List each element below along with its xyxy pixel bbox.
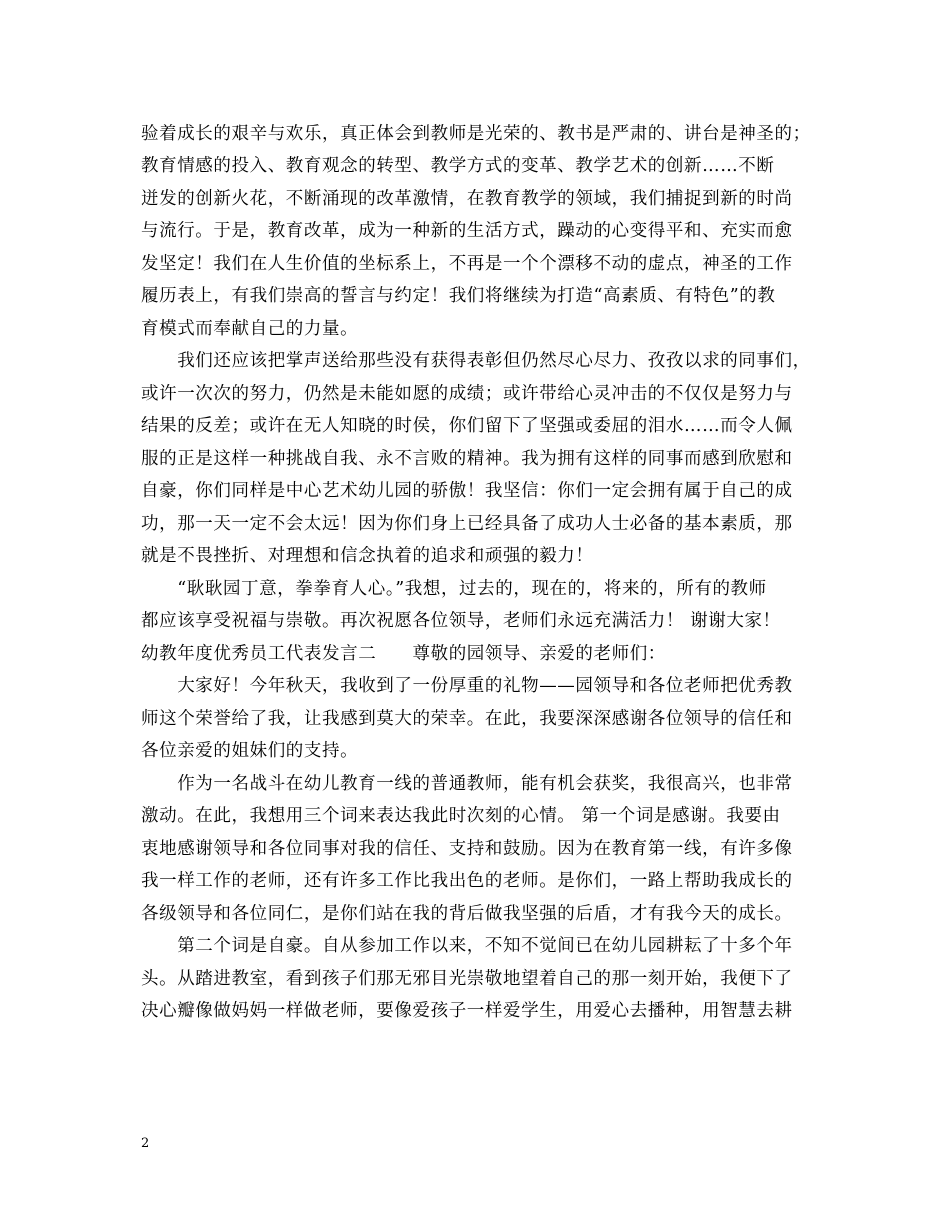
text-line: 验着成长的艰辛与欢乐，真正体会到教师是光荣的、教书是严肃的、讲台是神圣的； (141, 124, 811, 144)
text-line: 功，那一天一定不会太远！因为你们身上已经具备了成功人士必备的基本素质，那 (141, 514, 793, 534)
text-line: 各级领导和各位同仁，是你们站在我的背后做我坚强的后盾，才有我今天的成长。 (141, 904, 793, 924)
section-heading-line: 幼教年度优秀员工代表发言二 尊敬的园领导、亲爱的老师们： (141, 644, 666, 664)
page-number: 2 (141, 1136, 150, 1151)
text-line: 师这个荣誉给了我，让我感到莫大的荣幸。在此，我要深深感谢各位领导的信任和 (141, 709, 793, 729)
text-line: 迸发的创新火花，不断涌现的改革激情，在教育教学的领域，我们捕捉到新的时尚 (141, 189, 793, 209)
text-line: 大家好！今年秋天，我收到了一份厚重的礼物——园领导和各位老师把优秀教 (141, 676, 793, 696)
text-line: 服的正是这样一种挑战自我、永不言败的精神。我为拥有这样的同事而感到欣慰和 (141, 449, 793, 469)
text-line: 我一样工作的老师，还有许多工作比我出色的老师。是你们，一路上帮助我成长的 (141, 871, 793, 891)
text-line: 作为一名战斗在幼儿教育一线的普通教师，能有机会获奖，我很高兴，也非常 (141, 774, 793, 794)
text-line: 教育情感的投入、教育观念的转型、教学方式的变革、教学艺术的创新……不断 (141, 156, 775, 176)
text-line: 头。从踏进教室，看到孩子们那无邪目光崇敬地望着自己的那一刻开始，我便下了 (141, 969, 793, 989)
text-line: 都应该享受祝福与崇敬。再次祝愿各位领导，老师们永远充满活力！ 谢谢大家！ (141, 611, 781, 631)
text-line: 自豪，你们同样是中心艺术幼儿园的骄傲！我坚信：你们一定会拥有属于自己的成 (141, 481, 793, 501)
text-line: 我们还应该把掌声送给那些没有获得表彰但仍然尽心尽力、孜孜以求的同事们， (141, 351, 811, 371)
text-line: 第二个词是自豪。自从参加工作以来，不知不觉间已在幼儿园耕耘了十多个年 (141, 936, 793, 956)
text-line: 就是不畏挫折、对理想和信念执着的追求和顽强的毅力！ (141, 546, 594, 566)
text-line: “耿耿园丁意，拳拳育人心。”我想，过去的，现在的，将来的，所有的教师 (141, 579, 767, 599)
text-line: 履历表上，有我们崇高的誓言与约定！我们将继续为打造“高素质、有特色”的教 (141, 286, 776, 306)
text-line: 或许一次次的努力，仍然是未能如愿的成绩；或许带给心灵冲击的不仅仅是努力与 (141, 384, 793, 404)
text-line: 发坚定！我们在人生价值的坐标系上，不再是一个个漂移不动的虚点，神圣的工作 (141, 254, 793, 274)
text-line: 决心瓣像做妈妈一样做老师，要像爱孩子一样爱学生，用爱心去播种，用智慧去耕 (141, 1001, 793, 1021)
text-line: 衷地感谢领导和各位同事对我的信任、支持和鼓励。因为在教育第一线，有许多像 (141, 839, 793, 859)
text-line: 与流行。于是，教育改革，成为一种新的生活方式，躁动的心变得平和、充实而愈 (141, 221, 793, 241)
text-line: 激动。在此，我想用三个词来表达我此时次刻的心情。 第一个词是感谢。我要由 (141, 806, 781, 826)
text-line: 育模式而奉献自己的力量。 (141, 319, 359, 339)
text-line: 结果的反差；或许在无人知晓的时侯，你们留下了坚强或委屈的泪水……而令人佩 (141, 416, 793, 436)
text-line: 各位亲爱的姐妹们的支持。 (141, 741, 359, 761)
